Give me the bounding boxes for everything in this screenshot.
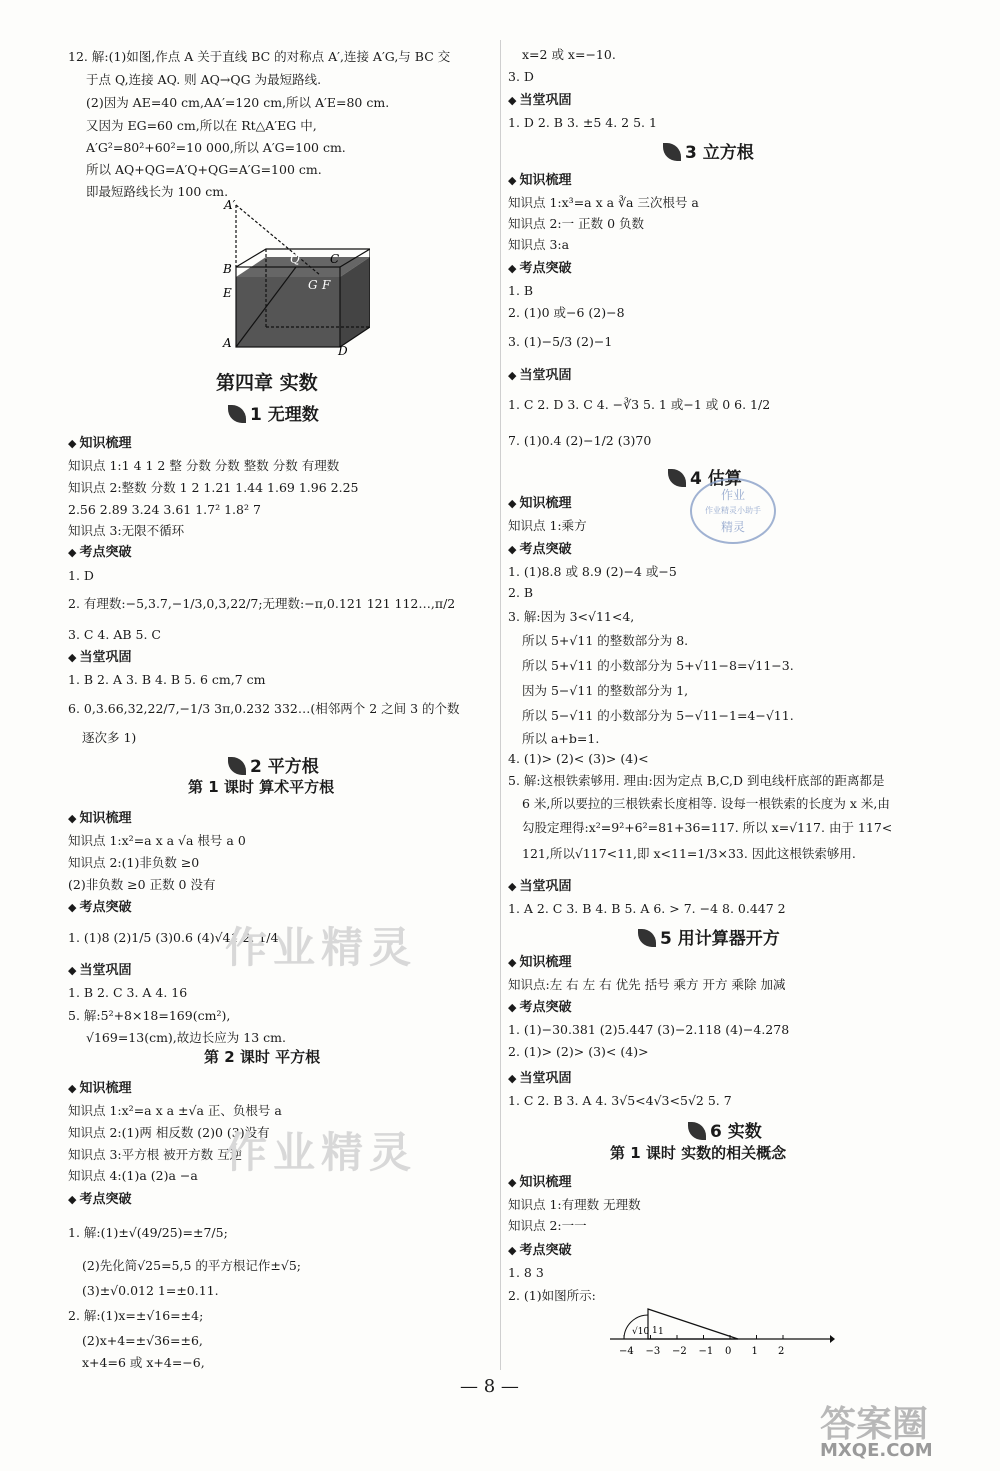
answer-line: 因为 5−√11 的整数部分为 1, [522, 683, 689, 698]
answer-line: 1. B 2. A 3. B 4. B 5. 6 cm,7 cm [68, 672, 266, 687]
answer-line: 1. (1)8.8 或 8.9 (2)−4 或−5 [508, 564, 677, 579]
answer-line: 1. 8 3 [508, 1265, 544, 1280]
lesson-title [638, 924, 780, 949]
section-heading: ◆ 当堂巩固 [68, 650, 131, 666]
answer-line: 知识点:左 右 左 右 优先 括号 乘方 开方 乘除 加减 [508, 977, 786, 992]
answer-line: 6 米,所以要拉的三根铁索长度相等. 设每一根铁索的长度为 x 米,由 [522, 796, 890, 811]
section-heading: ◆ 当堂巩固 [68, 963, 131, 979]
number-line-ticks [619, 1335, 784, 1357]
answer-line: 所以 a+b=1. [522, 731, 600, 746]
label-c: C [330, 252, 340, 266]
lesson-title [663, 138, 754, 163]
stamp-line-3: 精灵 [720, 520, 745, 534]
number-line-tick-label: −2 [672, 1346, 687, 1357]
answer-line: 所以 5+√11 的整数部分为 8. [522, 633, 689, 648]
watermark-1: 作业精灵 [225, 923, 418, 972]
section-heading: ◆ 考点突破 [508, 1000, 571, 1016]
answer-line: 即最短路线长为 100 cm. [86, 184, 229, 199]
chapter-title: 第四章 实数 [216, 372, 318, 394]
answer-line: √169=13(cm),故边长应为 13 cm. [86, 1030, 286, 1045]
answer-line: 知识点 3:平方根 被开方数 互逆 [68, 1147, 243, 1162]
answer-line: 知识点 3:a [508, 237, 570, 252]
answer-line: 121,所以√117<11,即 x<11=1/3×33. 因此这根铁索够用. [522, 846, 856, 861]
answer-line: 1. C 2. D 3. C 4. −∛3 5. 1 或−1 或 0 6. 1/2 [508, 397, 771, 412]
number-line-tick-label: 1 [751, 1346, 758, 1357]
section-heading: ◆ 知识梳理 [508, 955, 571, 971]
box-figure [220, 195, 370, 355]
leaf-icon [663, 143, 681, 161]
answer-line: 知识点 2:一 正数 0 负数 [508, 216, 645, 231]
leaf-icon [638, 929, 656, 947]
watermark-corner-url: MXQE.COM [820, 1440, 933, 1461]
answer-line: 知识点 1:x³=a x a ∛a 三次根号 a [508, 195, 699, 210]
label-d: D [338, 344, 348, 355]
answer-line: 知识点 2:(1)非负数 ≥0 [68, 855, 200, 870]
section-heading: ◆ 考点突破 [508, 1243, 571, 1259]
nl-label-one-a: 1 [652, 1326, 658, 1336]
answer-line: 知识点 3:无限不循环 [68, 523, 185, 538]
watermark-2: 作业精灵 [225, 1128, 418, 1177]
answer-line: 知识点 1:乘方 [508, 518, 587, 533]
stamp [690, 478, 776, 544]
answer-line: 7. (1)0.4 (2)−1/2 (3)70 [508, 433, 652, 448]
section-heading: ◆ 知识梳理 [508, 496, 571, 512]
section-heading: ◆ 考点突破 [508, 542, 571, 558]
label-e: E [223, 286, 232, 300]
answer-line: 勾股定理得:x²=9²+6²=81+36=117. 所以 x=√117. 由于 117< [522, 820, 893, 835]
answer-line: 1. (1)−30.381 (2)5.447 (3)−2.118 (4)−4.278 [508, 1022, 790, 1037]
section-heading: ◆ 知识梳理 [508, 173, 571, 189]
nl-label-sqrt10: √10 [632, 1327, 650, 1337]
label-a-prime: A′ [224, 198, 236, 212]
answer-line: 2. B [508, 585, 534, 600]
label-q: Q [290, 252, 300, 266]
column-divider [500, 40, 501, 1370]
lesson-title-text: 2 平方根 [250, 757, 319, 777]
nl-label-one-b: 1 [658, 1327, 664, 1337]
section-heading: ◆ 当堂巩固 [508, 879, 571, 895]
answer-line: 5. 解:这根铁索够用. 理由:因为定点 B,C,D 到电线杆底部的距离都是 [508, 773, 885, 788]
lesson-title-text: 1 无理数 [250, 405, 319, 425]
answer-line: A′G²=80²+60²=10 000,所以 A′G=100 cm. [86, 140, 346, 155]
answer-line: 1. 解:(1)±√(49/25)=±7/5; [68, 1225, 228, 1240]
number-line-tick-label: 0 [725, 1346, 732, 1357]
number-line-arrow [830, 1335, 835, 1343]
answer-line: 1. (1)8 (2)1/5 (3)0.6 (4)√41 2. 1/4 [68, 930, 279, 945]
leaf-icon [228, 757, 246, 775]
answer-line: 1. A 2. C 3. B 4. B 5. A 6. > 7. −4 8. 0.447 2 [508, 901, 786, 916]
number-line-tick-label: 2 [778, 1346, 785, 1357]
label-b: B [223, 262, 232, 276]
lesson-subtitle: 第 1 课时 实数的相关概念 [610, 1144, 787, 1162]
answer-line: (3)±√0.012 1=±0.11. [82, 1283, 219, 1298]
answer-line: 12. 解:(1)如图,作点 A 关于直线 BC 的对称点 A′,连接 A′G,与 BC 交 [68, 49, 451, 64]
lesson-title-text: 3 立方根 [685, 143, 754, 163]
watermark-corner-logo: 答案圈 [820, 1404, 929, 1445]
stamp-line-1: 作业 [720, 488, 745, 502]
answer-line: (2)先化简√25=5,5 的平方根记作±√5; [82, 1258, 302, 1273]
answer-line: 3. 解:因为 3<√11<4, [508, 609, 635, 624]
answer-line: 又因为 EG=60 cm,所以在 Rt△A′EG 中, [86, 118, 317, 133]
answer-line: 6. 0,3.66,32,22/7,−1/3 3π,0.232 332…(相邻两个 2 之间 3 的个数 [68, 701, 460, 716]
section-heading: ◆ 当堂巩固 [508, 368, 571, 384]
lesson-title [688, 1117, 762, 1142]
lesson-title-text: 5 用计算器开方 [660, 929, 780, 949]
answer-line: 1. B 2. C 3. A 4. 16 [68, 985, 188, 1000]
answer-line: (2)非负数 ≥0 正数 0 没有 [68, 877, 216, 892]
section-heading: ◆ 考点突破 [68, 900, 131, 916]
answer-line: 逐次多 1) [82, 730, 137, 745]
answer-line: 1. D 2. B 3. ±5 4. 2 5. 1 [508, 115, 657, 130]
answer-line: 2. (1)0 或−6 (2)−8 [508, 305, 625, 320]
section-heading: ◆ 当堂巩固 [508, 93, 571, 109]
answer-line: 2. (1)> (2)> (3)< (4)> [508, 1044, 649, 1059]
answer-line: 所以 5−√11 的小数部分为 5−√11−1=4−√11. [522, 708, 794, 723]
number-line-tick-label: −3 [645, 1346, 661, 1357]
answer-line: 知识点 1:有理数 无理数 [508, 1197, 641, 1212]
answer-line: 知识点 1:x²=a x a √a 根号 a 0 [68, 833, 246, 848]
answer-line: 2. 解:(1)x=±√16=±4; [68, 1308, 204, 1323]
answer-line: 3. (1)−5/3 (2)−1 [508, 334, 613, 349]
answer-line: 4. (1)> (2)< (3)> (4)< [508, 751, 649, 766]
answer-line: (2)x+4=±√36=±6, [82, 1333, 203, 1348]
answer-line: 所以 AQ+QG=A′Q+QG=A′G=100 cm. [86, 162, 322, 177]
label-f: F [322, 278, 331, 292]
answer-line: 2. 有理数:−5,3.7,−1/3,0,3,22/7;无理数:−π,0.121 121 112…,π/2 [68, 596, 456, 611]
answer-line: 3. C 4. AB 5. C [68, 627, 161, 642]
answer-line: 2. (1)如图所示: [508, 1288, 596, 1303]
lesson-title-text: 4 估算 [690, 469, 742, 489]
section-heading: ◆ 考点突破 [68, 545, 131, 561]
section-heading: ◆ 考点突破 [508, 261, 571, 277]
answer-line: 5. 解:5²+8×18=169(cm²), [68, 1008, 231, 1023]
answer-line: 所以 5+√11 的小数部分为 5+√11−8=√11−3. [522, 658, 794, 673]
answer-line: x=2 或 x=−10. [522, 47, 616, 62]
answer-line: 知识点 2:一一 [508, 1218, 587, 1233]
section-heading: ◆ 知识梳理 [68, 811, 131, 827]
leaf-icon [668, 469, 686, 487]
answer-line: (2)因为 AE=40 cm,AA′=120 cm,所以 A′E=80 cm. [86, 95, 390, 110]
section-heading: ◆ 当堂巩固 [508, 1071, 571, 1087]
answer-line: 知识点 1:x²=a x a ±√a 正、负根号 a [68, 1103, 282, 1118]
answer-line: 知识点 2:(1)两 相反数 (2)0 (3)没有 [68, 1125, 270, 1140]
answer-line: 1. D [68, 568, 94, 583]
label-g: G [308, 278, 318, 292]
number-line-tick-label: −1 [698, 1346, 714, 1357]
answer-line: 3. D [508, 69, 534, 84]
answer-line: x+4=6 或 x+4=−6, [82, 1355, 205, 1370]
answer-line: 知识点 4:(1)a (2)a −a [68, 1168, 198, 1183]
answer-line: 1. B [508, 283, 534, 298]
lesson-subtitle: 第 2 课时 平方根 [204, 1048, 321, 1066]
answer-line: 于点 Q,连接 AQ. 则 AQ→QG 为最短路线. [86, 72, 322, 87]
page-number: — 8 — [460, 1376, 519, 1397]
lesson-subtitle: 第 1 课时 算术平方根 [188, 778, 335, 796]
answer-line: 2.56 2.89 3.24 3.61 1.7² 1.8² 7 [68, 502, 261, 517]
answer-line: 1. C 2. B 3. A 4. 3√5<4√3<5√2 5. 7 [508, 1093, 732, 1108]
number-line-figure [610, 1305, 835, 1360]
label-a: A [223, 336, 232, 350]
lesson-title [228, 400, 319, 425]
leaf-icon [688, 1122, 706, 1140]
section-heading: ◆ 知识梳理 [508, 1175, 571, 1191]
number-line-tick-label: −4 [619, 1346, 634, 1357]
section-heading: ◆ 知识梳理 [68, 1081, 131, 1097]
lesson-title-text: 6 实数 [710, 1122, 762, 1142]
answer-line: 知识点 1:1 4 1 2 整 分数 分数 整数 分数 有理数 [68, 458, 340, 473]
section-heading: ◆ 知识梳理 [68, 436, 131, 452]
stamp-line-2: 作业精灵小助手 [705, 506, 761, 515]
section-heading: ◆ 考点突破 [68, 1192, 131, 1208]
lesson-title [228, 752, 319, 777]
answer-line: 知识点 2:整数 分数 1 2 1.21 1.44 1.69 1.96 2.25 [68, 480, 359, 495]
leaf-icon [228, 405, 246, 423]
